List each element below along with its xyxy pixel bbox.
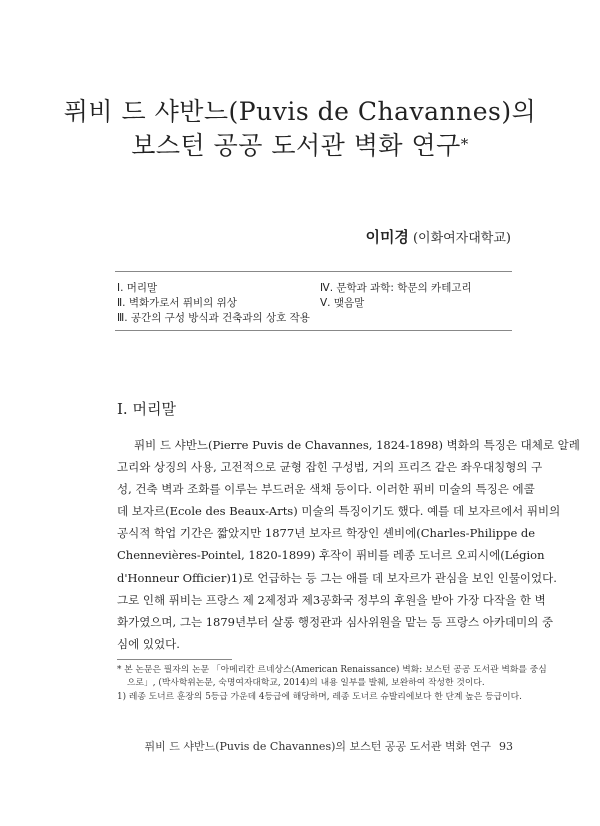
page-number: 93: [499, 740, 513, 753]
toc-item-5: Ⅴ. 맺음말: [320, 297, 365, 309]
toc-top-rule: [115, 271, 512, 272]
paper-title-line-2: [0, 129, 600, 163]
author-affiliation: (이화여자대학교): [412, 231, 511, 246]
toc-item-1: Ⅰ. 머리말: [117, 282, 158, 294]
body-line: Chennevières-Pointel, 1820-1899) 후작이 퓌비를 레종 도너르 오피시에(Légion: [117, 548, 545, 563]
body-line: 데 보자르(Ecole des Beaux-Arts) 미술의 특징이기도 했다. 예를 데 보자르에서 퓌비의: [117, 504, 561, 519]
body-line: 심에 있었다.: [117, 636, 180, 651]
body-line: 고리와 상징의 사용, 고전적으로 균형 잡힌 구성법, 거의 프리즈 같은 좌우대칭형의 구: [117, 460, 543, 475]
running-footer: [144, 738, 513, 754]
body-paragraph: [117, 434, 580, 655]
title-footnote-mark: *: [460, 135, 469, 153]
footnote-1: 1) 레종 도너르 훈장의 5등급 가운데 4등급에 해당하며, 레종 도너르 슈발리에보다 한 단계 높은 등급이다.: [117, 692, 522, 702]
footnote-star-line-1: * 본 논문은 필자의 논문 「아메리칸 르네상스(American Renaissance) 벽화: 보스턴 공공 도서관 벽화를 중심: [117, 665, 547, 675]
running-footer-title: 퓌비 드 샤반느(Puvis de Chavannes)의 보스턴 공공 도서관 벽화 연구: [144, 740, 491, 753]
footnote-separator: [117, 659, 232, 660]
paper-title-line-1: 퓌비 드 샤반느(Puvis de Chavannes)의: [63, 97, 537, 126]
toc-item-3: Ⅲ. 공간의 구성 방식과 건축과의 상호 작용: [117, 312, 310, 324]
body-line: 성, 건축 벽과 조화를 이루는 부드러운 색채 등이다. 이러한 퓌비 미술의 특징은 에콜: [117, 482, 535, 497]
toc-bottom-rule: [115, 330, 512, 331]
body-line: 퓌비 드 샤반느(Pierre Puvis de Chavannes, 1824-1898) 벽화의 특징은 대체로 알레: [134, 438, 580, 452]
footnote-star-line-2: 으로」, (박사학위논문, 숙명여자대학교, 2014)의 내용 일부를 발췌, 보완하여 작성한 것이다.: [127, 678, 485, 688]
section-heading: Ⅰ. 머리말: [117, 400, 176, 418]
author-block: [365, 226, 511, 247]
body-line: 공식적 학업 기간은 짧았지만 1877년 보자르 학장인 셴비에(Charles-Philippe de: [117, 526, 536, 541]
toc-item-2: Ⅱ. 벽화가로서 퓌비의 위상: [117, 297, 237, 309]
body-line: d'Honneur Officier)1)로 언급하는 등 그는 애를 데 보자르가 관심을 보인 인물이었다.: [117, 570, 557, 585]
body-line: 화가였으며, 그는 1879년부터 살롱 행정관과 심사위원을 맡는 등 프랑스 아카데미의 중: [117, 614, 554, 629]
toc-item-4: Ⅳ. 문학과 과학: 학문의 카테고리: [320, 282, 472, 294]
body-line: 그로 인해 퓌비는 프랑스 제 2제정과 제3공화국 정부의 후원을 받아 가장 다작을 한 벽: [117, 592, 546, 607]
paper-title-line-2-text: 보스턴 공공 도서관 벽화 연구: [131, 131, 461, 160]
author-name: 이미경: [365, 228, 409, 246]
